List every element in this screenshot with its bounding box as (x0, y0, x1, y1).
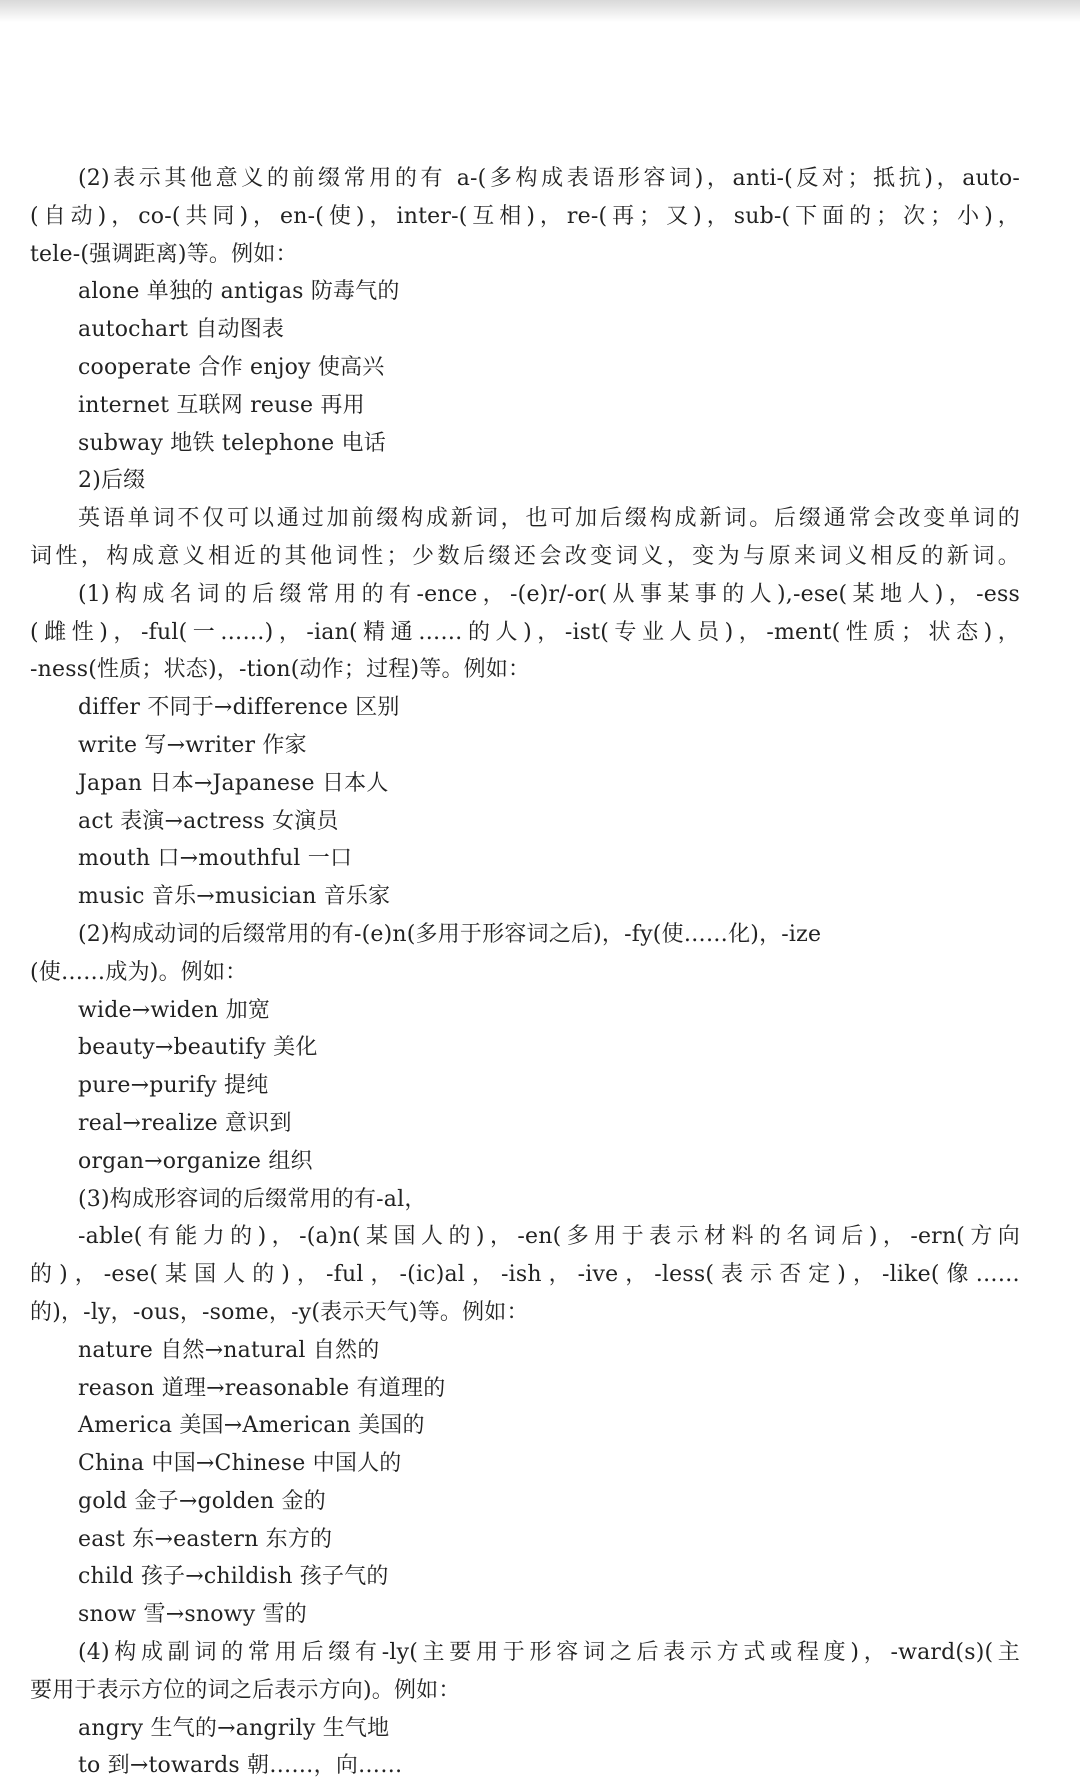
text-line: (4)构成副词的常用后缀有-ly(主要用于形容词之后表示方式或程度)，-ward(s)(主 (78, 1640, 1020, 1666)
text-line: angry 生气的→angrily 生气地 (78, 1715, 390, 1741)
text-line: alone 单独的 antigas 防毒气的 (78, 279, 400, 305)
text-line: tele-(强调距离)等。例如： (30, 241, 298, 267)
text-line: (2)构成动词的后缀常用的有-(e)n(多用于形容词之后)，-fy(使……化)，-ize (78, 921, 822, 947)
text-line: America 美国→American 美国的 (78, 1413, 425, 1439)
text-line: (3)构成形容词的后缀常用的有-al， (78, 1186, 427, 1212)
text-line: real→realize 意识到 (78, 1110, 292, 1136)
text-line: (2)表示其他意义的前缀常用的有 a-(多构成表语形容词)，anti-(反对；抵抗)，auto- (78, 166, 1020, 191)
text-line: write 写→writer 作家 (78, 732, 307, 758)
text-line: 词性，构成意义相近的其他词性；少数后缀还会改变词义，变为与原来词义相反的新词。 (30, 543, 1020, 569)
text-line: east 东→eastern 东方的 (78, 1526, 333, 1552)
text-line: pure→purify 提纯 (78, 1073, 269, 1099)
text-line: (使……成为)。例如： (30, 959, 248, 985)
text-line: organ→organize 组织 (78, 1148, 313, 1174)
text-line: mouth 口→mouthful 一口 (78, 846, 353, 872)
text-line: gold 金子→golden 金的 (78, 1488, 326, 1514)
text-line: 要用于表示方位的词之后表示方向)。例如： (30, 1677, 461, 1703)
text-line: (自动)，co-(共同)，en-(使)，inter-(互相)，re-(再；又)，sub-(下面的；次；小)， (30, 203, 1020, 229)
text-line: child 孩子→childish 孩子气的 (78, 1564, 389, 1590)
text-line: autochart 自动图表 (78, 317, 285, 343)
text-line: snow 雪→snowy 雪的 (78, 1602, 307, 1628)
text-line: (雌性)，-ful(一……)，-ian(精通……的人)，-ist(专业人员)，-ment(性质；状态)， (30, 619, 1020, 645)
text-line: to 到→towards 朝……，向…… (78, 1753, 403, 1779)
text-line: subway 地铁 telephone 电话 (78, 430, 386, 456)
text-line: China 中国→Chinese 中国人的 (78, 1451, 402, 1477)
text-line: music 音乐→musician 音乐家 (78, 884, 391, 910)
text-line: (1)构成名词的后缀常用的有-ence，-(e)r/-or(从事某事的人),-ese(某地人)，-ess (78, 581, 1020, 607)
text-line: beauty→beautify 美化 (78, 1035, 318, 1061)
text-line: 英语单词不仅可以通过加前缀构成新词，也可加后缀构成新词。后缀通常会改变单词的 (78, 506, 1020, 532)
top-edge-shadow (0, 0, 1080, 22)
text-line: 2)后缀 (78, 468, 146, 494)
document-body (30, 160, 1020, 1785)
text-line: internet 互联网 reuse 再用 (78, 392, 365, 418)
text-line: 的)，-ly，-ous，-some，-y(表示天气)等。例如： (30, 1299, 529, 1325)
text-line: -ness(性质；状态)，-tion(动作；过程)等。例如： (30, 657, 531, 683)
text-line: Japan 日本→Japanese 日本人 (78, 770, 389, 796)
text-line: -able(有能力的)，-(a)n(某国人的)，-en(多用于表示材料的名词后)，-ern(方向 (78, 1224, 1020, 1250)
text-line: reason 道理→reasonable 有道理的 (78, 1375, 446, 1401)
text-line: nature 自然→natural 自然的 (78, 1337, 380, 1363)
text-line: wide→widen 加宽 (78, 997, 271, 1023)
text-line: 的)，-ese(某国人的)，-ful，-(ic)al，-ish，-ive，-less(表示否定)，-like(像…… (30, 1262, 1020, 1288)
text-line: act 表演→actress 女演员 (78, 808, 339, 834)
text-line: differ 不同于→difference 区别 (78, 695, 400, 721)
text-line: cooperate 合作 enjoy 使高兴 (78, 354, 385, 380)
